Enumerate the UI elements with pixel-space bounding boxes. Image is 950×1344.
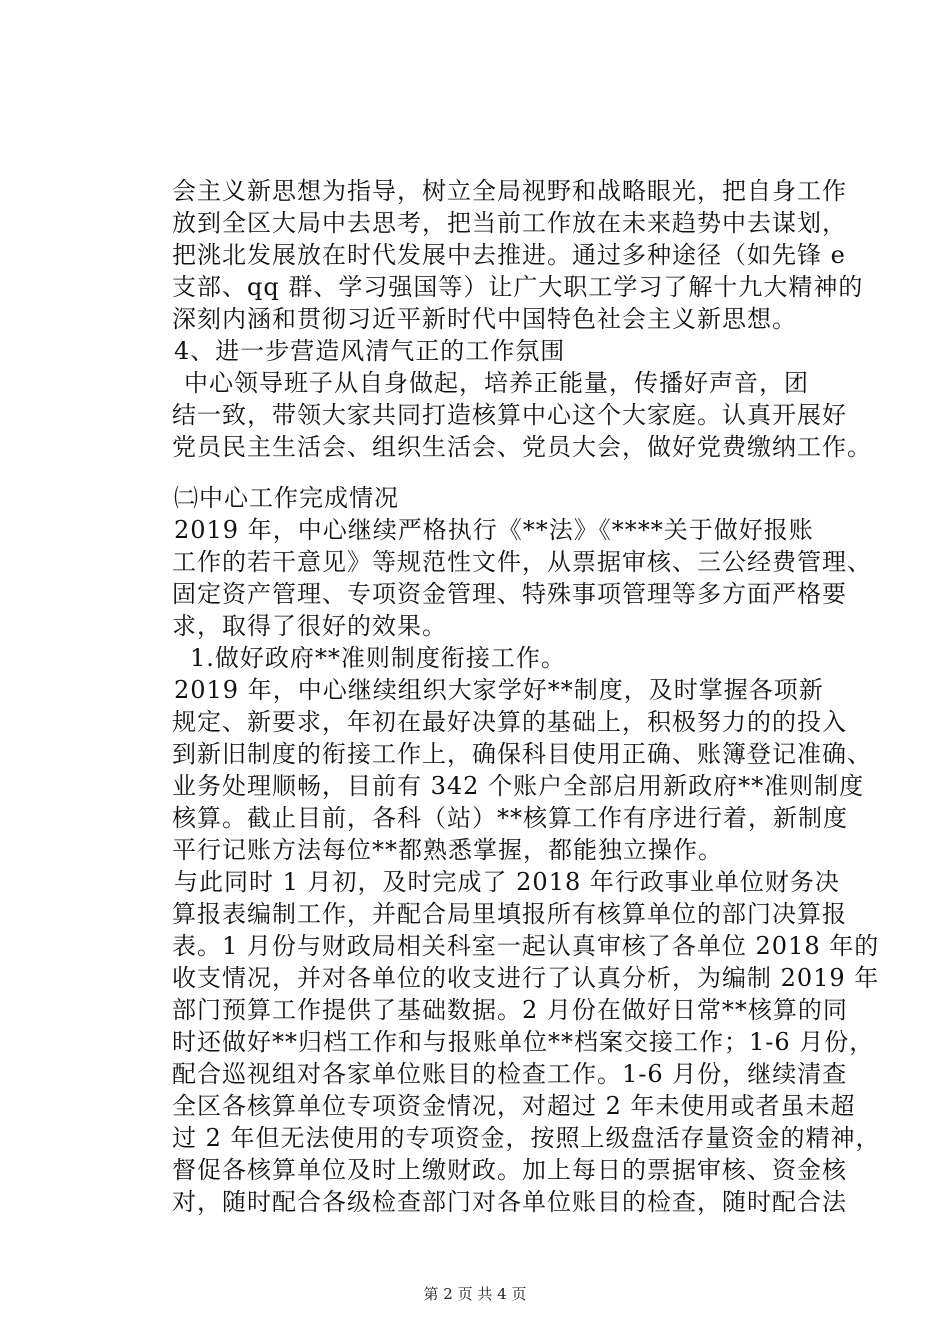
page-footer: 第 2 页 共 4 页 <box>423 1285 527 1303</box>
text-line: 深刻内涵和贯彻习近平新时代中国特色社会主义新思想。 <box>172 305 797 333</box>
text-line: 对，随时配合各级检查部门对各单位账目的检查，随时配合法 <box>172 1188 847 1216</box>
text-line: 全区各核算单位专项资金情况，对超过 2 年未使用或者虽未超 <box>172 1092 856 1120</box>
text-line: 工作的若干意见》等规范性文件，从票据审核、三公经费管理、 <box>172 548 872 576</box>
paragraph-first-line: 与此同时 1 月初，及时完成了 2018 年行政事业单位财务决 <box>174 868 840 896</box>
text-line: 固定资产管理、专项资金管理、特殊事项管理等多方面严格要 <box>172 580 847 608</box>
text-line: 会主义新思想为指导，树立全局视野和战略眼光，把自身工作 <box>172 177 847 205</box>
section-heading: ㈡中心工作完成情况 <box>174 484 399 512</box>
text-line: 党员民主生活会、组织生活会、党员大会，做好党费缴纳工作。 <box>172 433 872 461</box>
text-line: 业务处理顺畅，目前有 342 个账户全部启用新政府**准则制度 <box>172 772 865 800</box>
text-line: 部门预算工作提供了基础数据。2 月份在做好日常**核算的同 <box>172 996 848 1024</box>
section-heading: 4、进一步营造风清气正的工作氛围 <box>174 337 566 365</box>
text-line: 规定、新要求，年初在最好决算的基础上，积极努力的的投入 <box>172 708 847 736</box>
text-line: 平行记账方法每位**都熟悉掌握，都能独立操作。 <box>172 836 723 864</box>
text-line: 到新旧制度的衔接工作上，确保科目使用正确、账簿登记准确、 <box>172 740 872 768</box>
text-line: 督促各核算单位及时上缴财政。加上每日的票据审核、资金核 <box>172 1156 847 1184</box>
text-line: 过 2 年但无法使用的专项资金，按照上级盘活存量资金的精神， <box>172 1124 881 1152</box>
paragraph-first-line: 中心领导班子从自身做起，培养正能量，传播好声音，团 <box>184 369 809 397</box>
text-line: 算报表编制工作，并配合局里填报所有核算单位的部门决算报 <box>172 900 847 928</box>
paragraph-first-line: 2019 年，中心继续组织大家学好**制度，及时掌握各项新 <box>174 676 824 704</box>
subsection-heading: 1.做好政府**准则制度衔接工作。 <box>190 644 566 672</box>
text-line: 结一致，带领大家共同打造核算中心这个大家庭。认真开展好 <box>172 401 847 429</box>
text-line: 核算。截止目前，各科（站）**核算工作有序进行着，新制度 <box>172 804 848 832</box>
text-line: 收支情况，并对各单位的收支进行了认真分析，为编制 2019 年 <box>172 964 880 992</box>
text-line: 配合巡视组对各家单位账目的检查工作。1-6 月份，继续清查 <box>172 1060 848 1088</box>
text-line: 把洮北发展放在时代发展中去推进。通过多种途径（如先锋 e <box>172 241 846 269</box>
text-line: 时还做好**归档工作和与报账单位**档案交接工作；1-6 月份， <box>172 1028 875 1056</box>
paragraph-first-line: 2019 年，中心继续严格执行《**法》《****关于做好报账 <box>174 516 814 544</box>
text-line: 放到全区大局中去思考，把当前工作放在未来趋势中去谋划， <box>172 209 847 237</box>
text-line: 表。1 月份与财政局相关科室一起认真审核了各单位 2018 年的 <box>172 932 880 960</box>
text-line: 求，取得了很好的效果。 <box>172 612 447 640</box>
text-line: 支部、qq 群、学习强国等）让广大职工学习了解十九大精神的 <box>172 273 864 301</box>
